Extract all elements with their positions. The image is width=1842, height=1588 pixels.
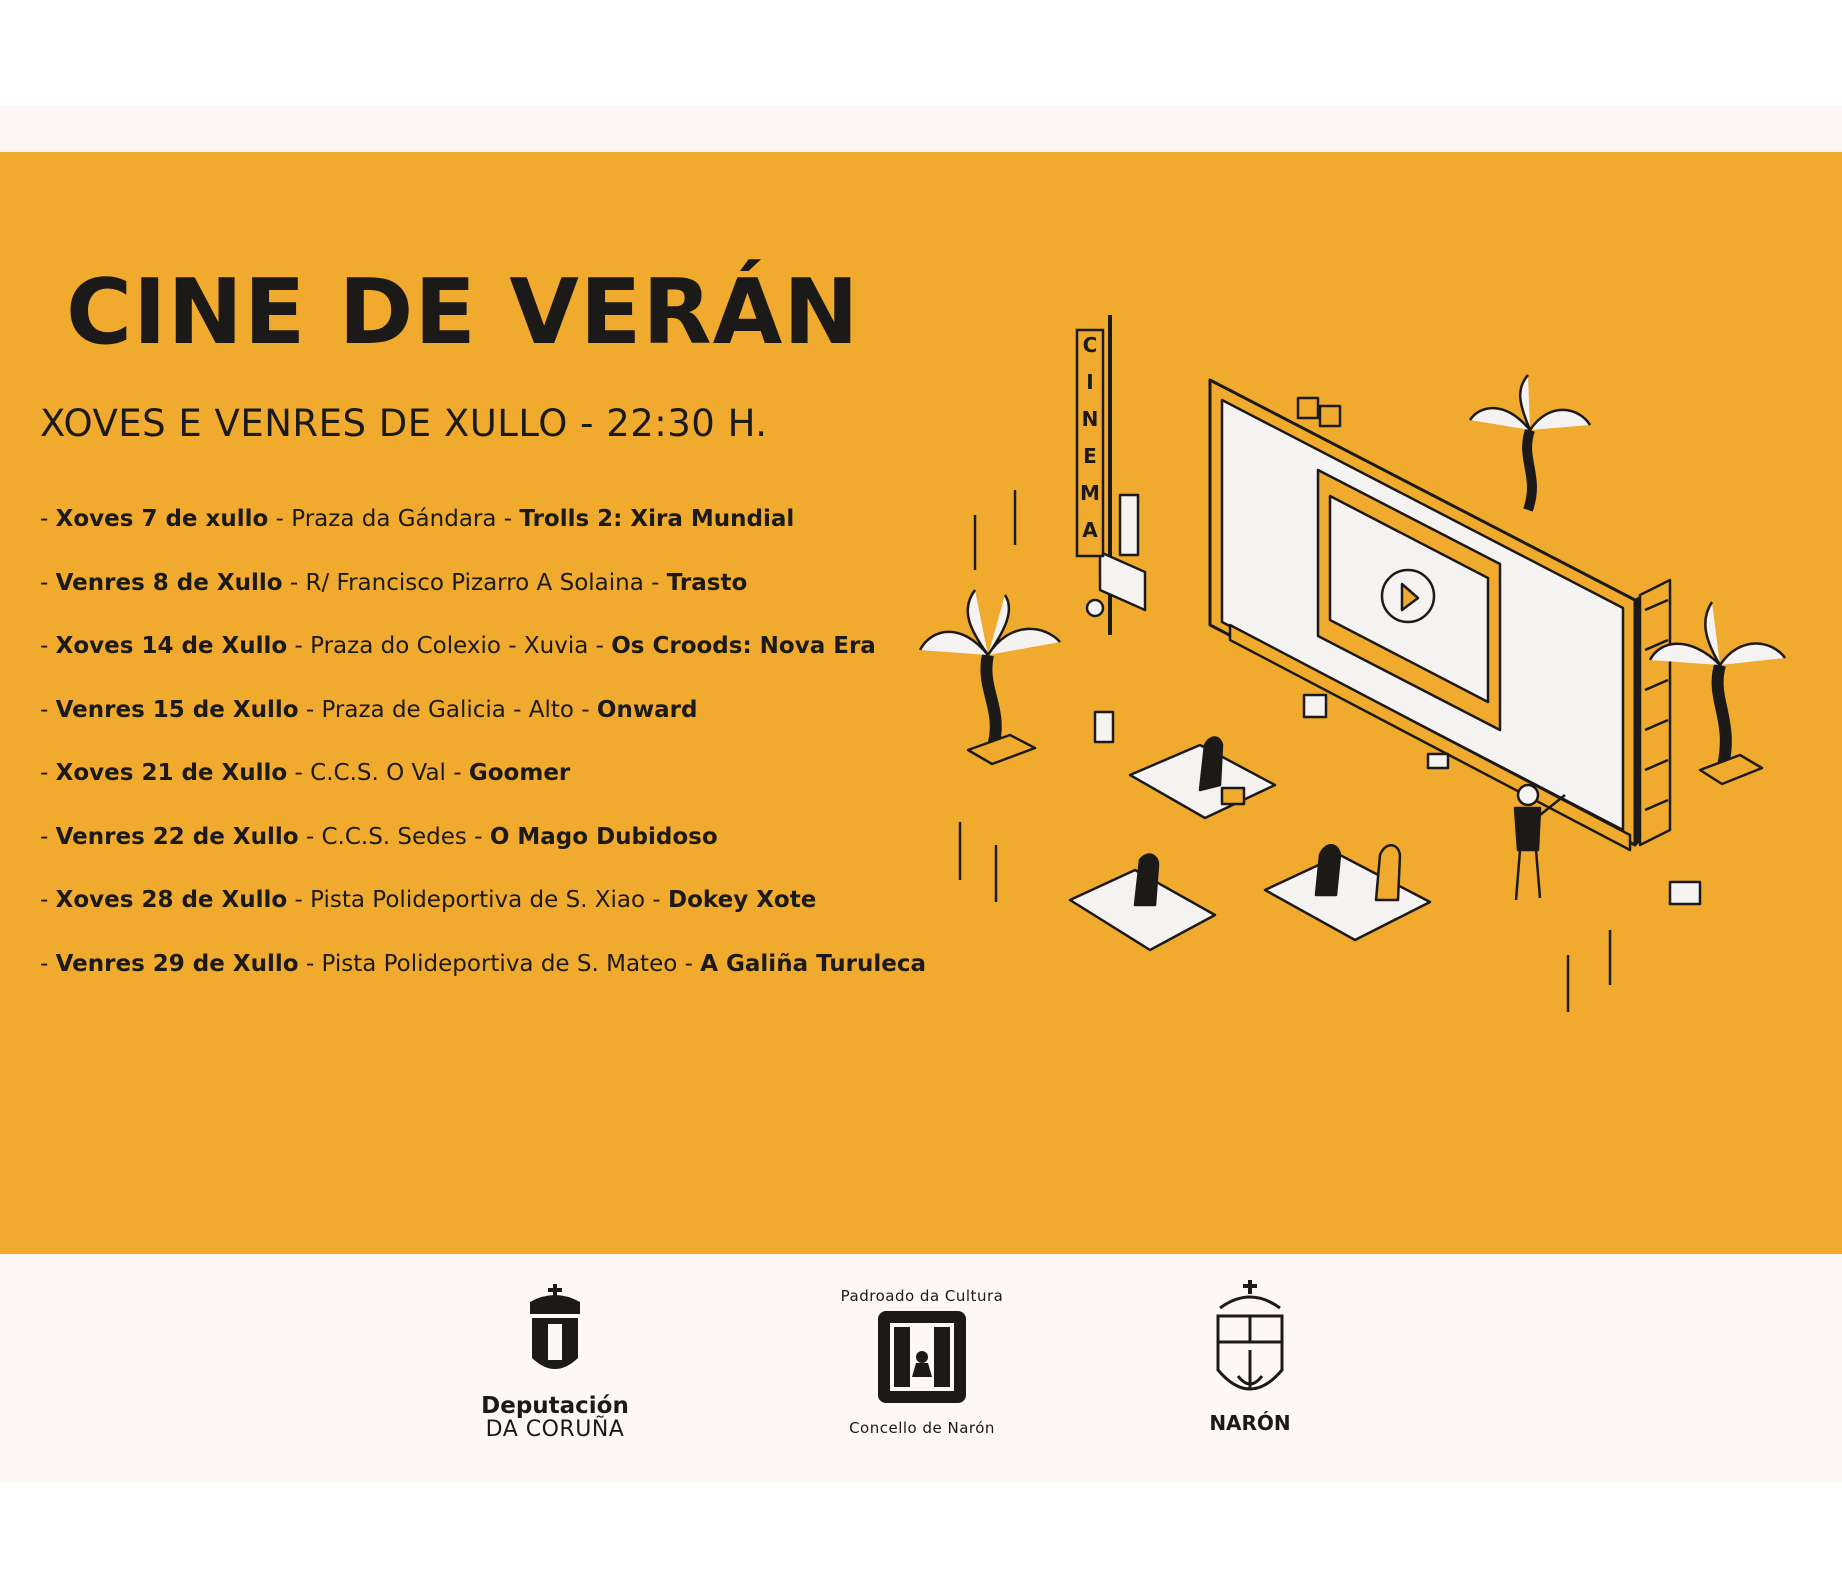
- schedule-film: Dokey Xote: [668, 887, 817, 913]
- schedule-date: Xoves 7 de xullo: [55, 506, 269, 532]
- schedule-date: Venres 8 de Xullo: [55, 569, 283, 596]
- schedule-place: C.C.S. O Val: [310, 760, 446, 786]
- padroado-concello: Concello de Narón: [849, 1418, 995, 1437]
- schedule-item: - Venres 29 de Xullo - Pista Polideportiva de S. Mateo - A Galiña Turuleca: [40, 950, 926, 977]
- naron-logo: [1200, 1280, 1300, 1433]
- schedule-place: Pista Polideportiva de S. Mateo: [321, 950, 678, 977]
- palm-tree: [920, 590, 1060, 764]
- schedule-date: Venres 29 de Xullo: [55, 950, 299, 977]
- picnic-blanket: [1130, 738, 1275, 819]
- schedule-film: Goomer: [468, 760, 571, 786]
- schedule-film: Trasto: [666, 569, 748, 596]
- schedule-date: Venres 15 de Xullo: [55, 696, 299, 723]
- schedule-date: Xoves 21 de Xullo: [55, 760, 288, 786]
- schedule-film: O Mago Dubidoso: [489, 823, 718, 850]
- deputacion-region: DA CORUÑA: [485, 1417, 625, 1442]
- speaker-box: [1428, 754, 1448, 768]
- schedule-place: Praza de Galicia - Alto: [321, 696, 574, 723]
- schedule-item: - Xoves 14 de Xullo - Praza do Colexio - Xuvia - Os Croods: Nova Era: [40, 633, 876, 659]
- naron-shield-icon: [1200, 1280, 1300, 1412]
- top-strip: [0, 105, 1842, 152]
- marquee-letter: E: [1083, 444, 1097, 468]
- schedule-place: Pista Polideportiva de S. Xiao: [310, 887, 646, 913]
- palm-tree: [1470, 375, 1590, 510]
- schedule-date: Xoves 14 de Xullo: [55, 633, 288, 659]
- poster-title: CINE DE VERÁN: [66, 260, 860, 365]
- schedule-place: C.C.S. Sedes: [321, 823, 467, 850]
- schedule-place: R/ Francisco Pizarro A Solaina: [305, 569, 644, 596]
- schedule-film: A Galiña Turuleca: [700, 950, 926, 977]
- deputacion-crest-icon: [480, 1280, 630, 1390]
- marquee-letter: I: [1086, 370, 1094, 394]
- outdoor-cinema-illustration: [900, 290, 1800, 1050]
- schedule-date: Xoves 28 de Xullo: [55, 887, 288, 913]
- schedule-place: Praza da Gándara: [291, 506, 497, 532]
- schedule-item: - Xoves 21 de Xullo - C.C.S. O Val - Goomer: [40, 760, 571, 786]
- schedule-film: Onward: [596, 696, 698, 723]
- schedule-list: [40, 508, 926, 1016]
- padroado-logo: [832, 1280, 1012, 1436]
- padroado-name: Padroado da Cultura: [840, 1287, 1004, 1305]
- poster-subtitle: XOVES E VENRES DE XULLO - 22:30 H.: [40, 402, 768, 445]
- cinema-screen: [1210, 380, 1670, 850]
- marquee-letter: A: [1082, 518, 1098, 542]
- schedule-item: - Venres 15 de Xullo - Praza de Galicia - Alto - Onward: [40, 696, 698, 723]
- schedule-place: Praza do Colexio - Xuvia: [310, 633, 589, 659]
- marquee-letter: N: [1081, 407, 1099, 431]
- schedule-date: Venres 22 de Xullo: [55, 823, 299, 850]
- cinema-marquee: [1077, 330, 1103, 556]
- picnic-blanket: [1265, 845, 1430, 940]
- deputacion-logo: [480, 1280, 630, 1442]
- plant-pot: [1670, 882, 1700, 904]
- schedule-item: - Xoves 28 de Xullo - Pista Polideportiva de S. Xiao - Dokey Xote: [40, 887, 817, 913]
- plant-pot: [1304, 695, 1326, 717]
- deputacion-name: Deputación: [481, 1393, 629, 1419]
- schedule-item: - Venres 8 de Xullo - R/ Francisco Pizarro A Solaina - Trasto: [40, 569, 748, 596]
- schedule-item: - Xoves 7 de xullo - Praza da Gándara - Trolls 2: Xira Mundial: [40, 506, 795, 532]
- marquee-letter: M: [1080, 481, 1100, 505]
- shopping-bag: [1095, 712, 1113, 742]
- picnic-blanket: [1070, 855, 1215, 950]
- naron-name: NARÓN: [1209, 1411, 1291, 1435]
- schedule-film: Trolls 2: Xira Mundial: [519, 506, 795, 532]
- marquee-letter: C: [1082, 333, 1098, 357]
- schedule-film: Os Croods: Nova Era: [611, 633, 876, 659]
- schedule-item: - Venres 22 de Xullo - C.C.S. Sedes - O Mago Dubidoso: [40, 823, 718, 850]
- padroado-window-icon: [832, 1305, 1012, 1415]
